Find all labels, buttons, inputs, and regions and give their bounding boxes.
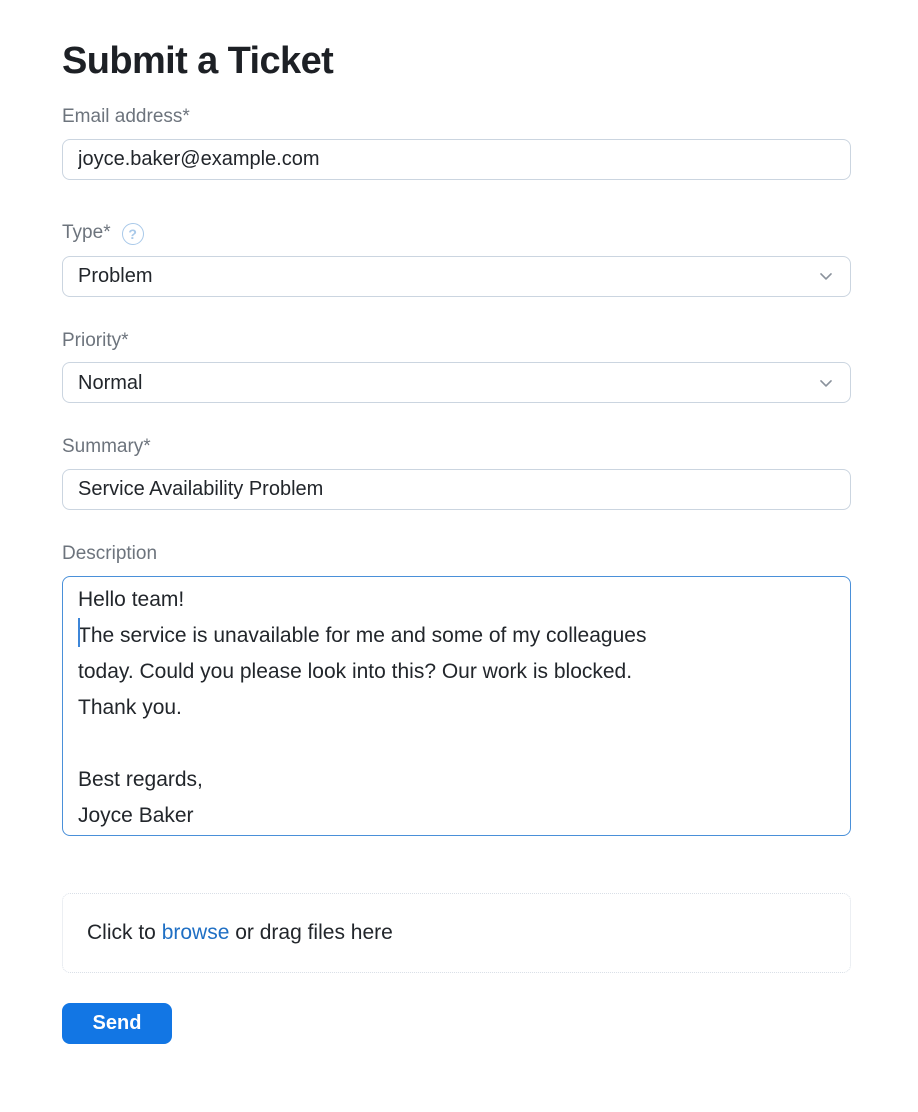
browse-link[interactable]: browse bbox=[161, 921, 230, 945]
type-select-wrap bbox=[62, 256, 851, 297]
description-textarea[interactable] bbox=[62, 576, 851, 836]
email-field-group bbox=[62, 107, 851, 180]
page-title: Submit a Ticket bbox=[62, 40, 334, 82]
description-label bbox=[62, 544, 851, 565]
file-dropzone[interactable] bbox=[62, 893, 851, 973]
priority-field-group bbox=[62, 331, 851, 404]
dropzone-text-prefix: Click to bbox=[87, 921, 162, 945]
email-label-text: Email address* bbox=[62, 105, 190, 127]
priority-label-text: Priority* bbox=[62, 329, 129, 351]
type-label-text: Type* bbox=[62, 222, 111, 244]
summary-input[interactable] bbox=[62, 469, 851, 510]
priority-select-wrap bbox=[62, 362, 851, 403]
priority-select[interactable] bbox=[62, 362, 851, 403]
dropzone-text-suffix: or drag files here bbox=[229, 921, 393, 945]
send-button[interactable]: Send bbox=[62, 1003, 172, 1044]
type-field-group bbox=[62, 223, 851, 297]
type-select[interactable] bbox=[62, 256, 851, 297]
description-textarea-wrap bbox=[62, 576, 851, 836]
description-field-group bbox=[62, 544, 851, 836]
summary-label-text: Summary* bbox=[62, 436, 151, 458]
dropzone-text bbox=[87, 921, 393, 945]
priority-label bbox=[62, 331, 851, 352]
summary-field-group bbox=[62, 437, 851, 510]
email-input[interactable] bbox=[62, 139, 851, 180]
summary-label bbox=[62, 437, 851, 458]
email-label bbox=[62, 107, 851, 128]
help-icon[interactable]: ? bbox=[122, 223, 144, 245]
description-label-text: Description bbox=[62, 543, 158, 565]
type-label bbox=[62, 223, 851, 245]
